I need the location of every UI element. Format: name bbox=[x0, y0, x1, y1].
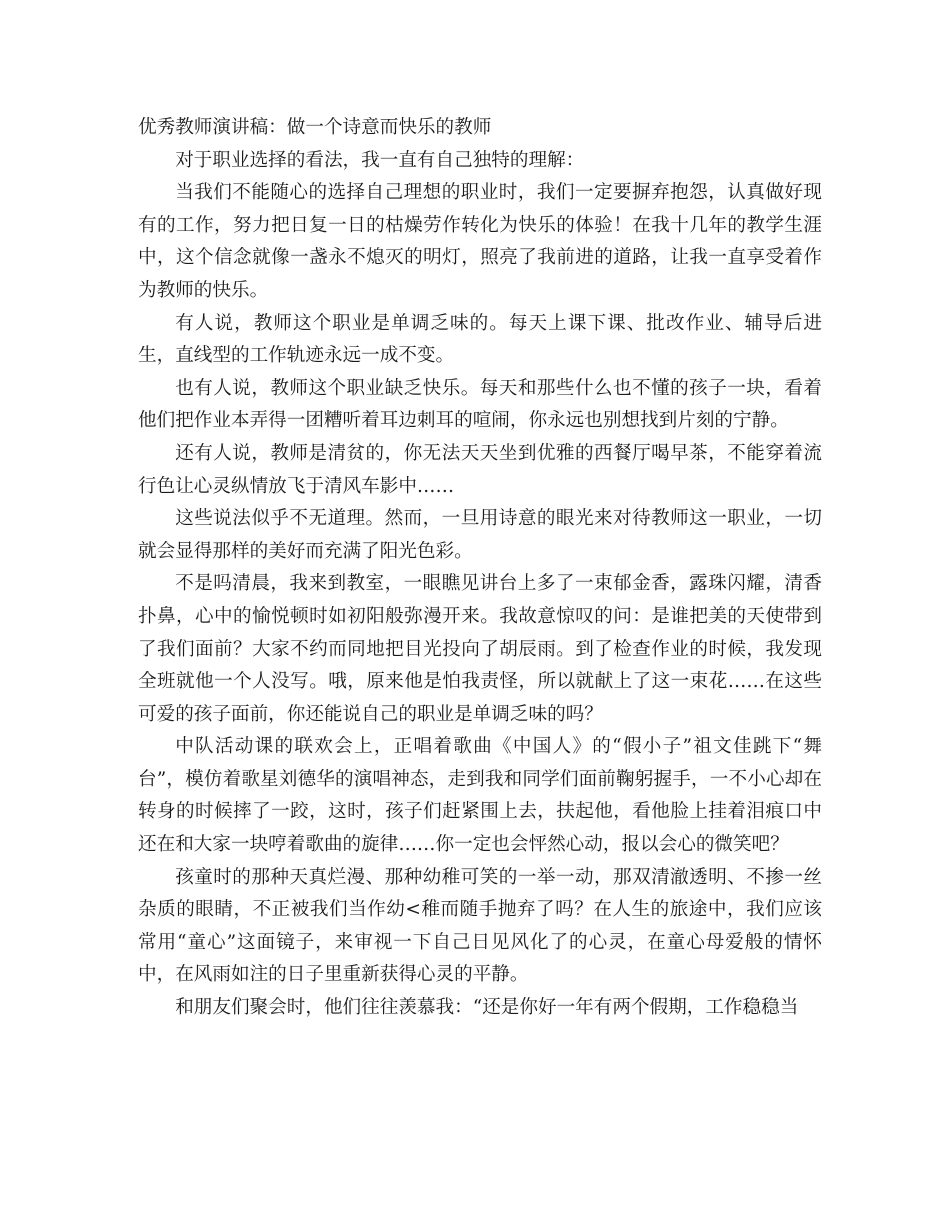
paragraph-5: 还有人说，教师是清贫的，你无法天天坐到优雅的西餐厅喝早茶，不能穿着流行色让心灵纵情放飞于清风车影中…… bbox=[138, 442, 822, 497]
paragraph-2: 当我们不能随心的选择自己理想的职业时，我们一定要摒弃抱怨，认真做好现有的工作，努力把日复一日的枯燥劳作转化为快乐的体验！在我十几年的教学生涯中，这个信念就像一盏永不熄灭的明灯，照亮了我前进的道路，让我一直享受着作为教师的快乐。 bbox=[138, 182, 822, 301]
document-title: 优秀教师演讲稿：做一个诗意而快乐的教师 bbox=[138, 117, 492, 138]
paragraph-10: 和朋友们聚会时，他们往往羡慕我：“还是你好一年有两个假期，工作稳稳当 bbox=[175, 997, 799, 1019]
paragraph-4: 也有人说，教师这个职业缺乏快乐。每天和那些什么也不懂的孩子一块，看着他们把作业本弄得一团糟听着耳边刺耳的喧闹，你永远也别想找到片刻的宁静。 bbox=[138, 377, 822, 432]
paragraph-1: 对于职业选择的看法，我一直有自己独特的理解： bbox=[175, 149, 585, 171]
document-body bbox=[138, 112, 822, 1025]
paragraph-3: 有人说，教师这个职业是单调乏味的。每天上课下课、批改作业、辅导后进生，直线型的工作轨迹永远一成不变。 bbox=[138, 312, 822, 367]
paragraph-9: 孩童时的那种天真烂漫、那种幼稚可笑的一举一动，那双清澈透明、不掺一丝杂质的眼睛，不正被我们当作幼<稚而随手抛弃了吗？在人生的旅途中，我们应该常用“童心”这面镜子，来审视一下自己日见风化了的心灵，在童心母爱般的情怀中，在风雨如注的日子里重新获得心灵的平静。 bbox=[138, 866, 822, 986]
paragraph-7: 不是吗清晨，我来到教室，一眼瞧见讲台上多了一束郁金香，露珠闪耀，清香扑鼻，心中的愉悦顿时如初阳般弥漫开来。我故意惊叹的问：是谁把美的天使带到了我们面前？大家不约而同地把目光投向了胡辰雨。到了检查作业的时候，我发现全班就他一个人没写。哦，原来他是怕我责怪，所以就献上了这一束花……在这些可爱的孩子面前，你还能说自己的职业是单调乏味的吗？ bbox=[138, 573, 822, 725]
paragraph-6: 这些说法似乎不无道理。然而，一旦用诗意的眼光来对待教师这一职业，一切就会显得那样的美好而充满了阳光色彩。 bbox=[138, 508, 822, 562]
paragraph-8: 中队活动课的联欢会上，正唱着歌曲《中国人》的“假小子”祖文佳跳下“舞台”，模仿着歌星刘德华的演唱神态，走到我和同学们面前鞠躬握手，一不小心却在转身的时候摔了一跤，这时，孩子们赶紧围上去，扶起他，看他脸上挂着泪痕口中还在和大家一块哼着歌曲的旋律……你一定也会怦然心动，报以会心的微笑吧？ bbox=[138, 736, 822, 856]
